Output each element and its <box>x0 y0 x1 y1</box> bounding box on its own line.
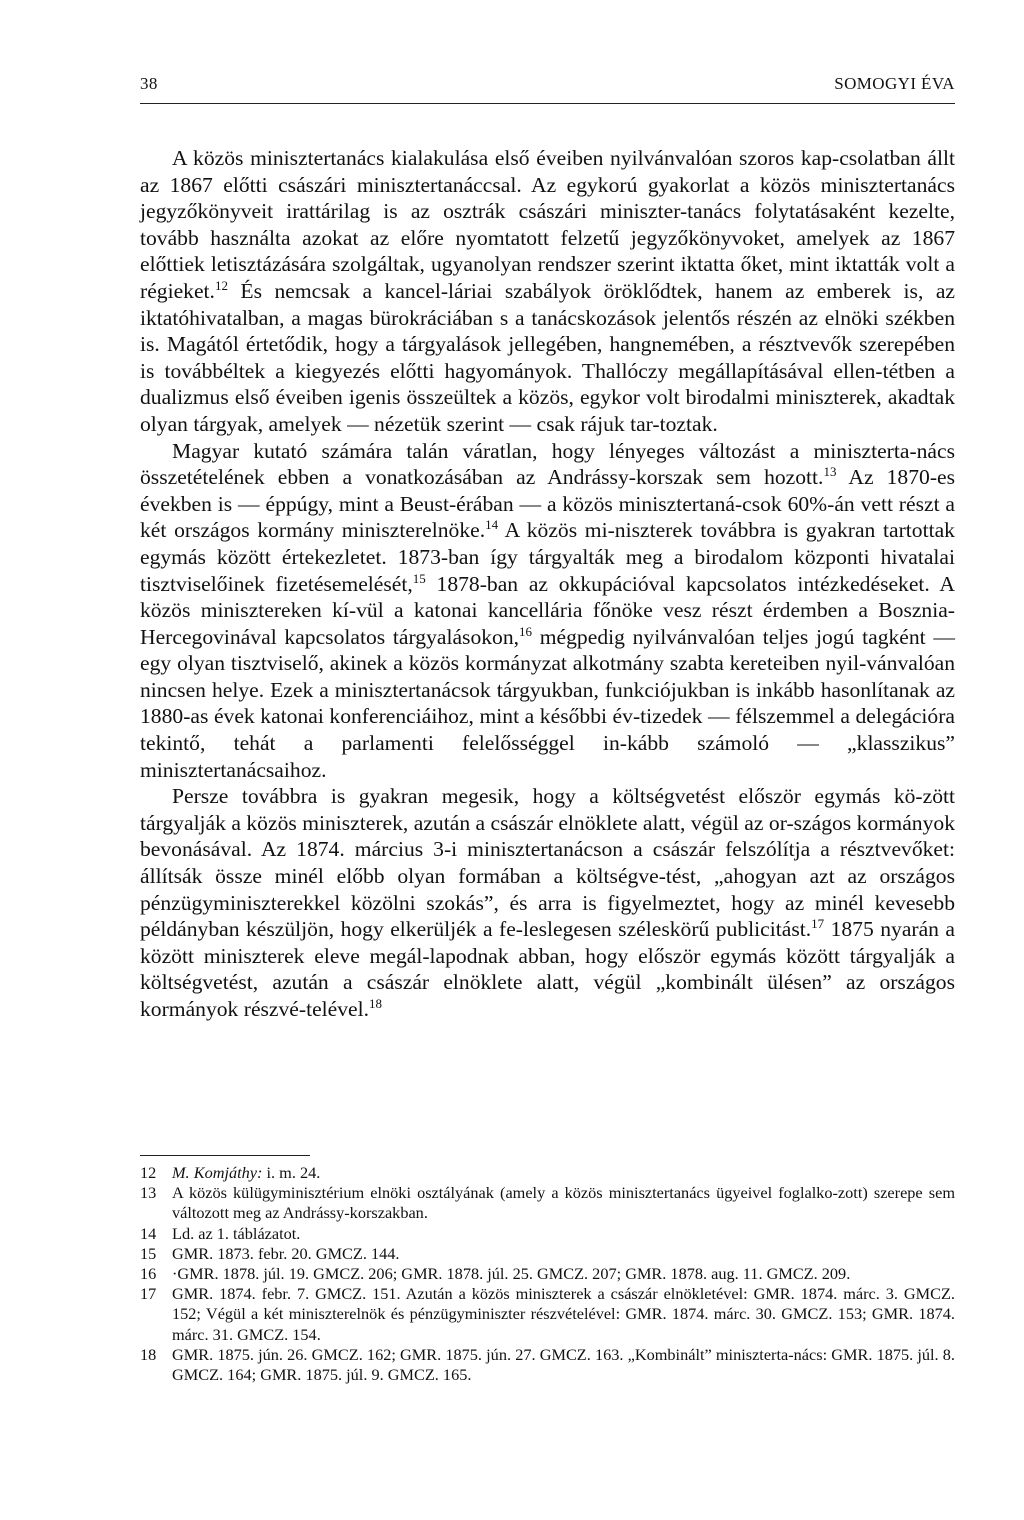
footnote-number: 15 <box>140 1243 157 1263</box>
footnote-14 <box>140 1224 955 1244</box>
footnote-text: ·GMR. 1878. júl. 19. GMCZ. 206; GMR. 1878. júl. 25. GMCZ. 207; GMR. 1878. aug. 11. GMCZ. 209. <box>172 1264 851 1284</box>
text-run: 1875 nyarán a között miniszterek eleve megál-lapodnak abban, hogy először egymás között tárgyalják a költségvetést, azután a császár elnöklete alatt, végül „kombinált ülésen” az országos kormányok részvé-telével. <box>140 917 956 1021</box>
footnote-text: Ld. az 1. táblázatot. <box>172 1223 301 1243</box>
footnote-ref-16: 16 <box>519 623 533 639</box>
footnote-ref-15: 15 <box>412 570 426 586</box>
footnote-16 <box>140 1264 955 1284</box>
paragraph-3 <box>140 783 955 1022</box>
footnote-17 <box>140 1284 955 1345</box>
footnote-ref-12: 12 <box>214 277 228 293</box>
footnote-15 <box>140 1244 955 1264</box>
footnote-number: 14 <box>140 1223 157 1243</box>
footnote-ref-18: 18 <box>369 995 383 1011</box>
footnote-text: GMR. 1874. febr. 7. GMCZ. 151. Azután a közös miniszterek a császár elnökletével: GMR. 1874. márc. 3. GMCZ. 152; Végül a két miniszterelnök és pénzügyminiszter részvételével: GMR. 1874. márc. 30. GMCZ. 153; GMR. 1874. márc. 31. GMCZ. 154. <box>172 1284 955 1344</box>
footnote-ref-17: 17 <box>811 916 825 932</box>
paragraph-2 <box>140 438 955 784</box>
footnote-text: GMR. 1873. febr. 20. GMCZ. 144. <box>172 1243 400 1263</box>
footnote-13 <box>140 1183 955 1223</box>
header-rule <box>140 103 955 104</box>
footnote-text: GMR. 1875. jún. 26. GMCZ. 162; GMR. 1875. jún. 27. GMCZ. 163. „Kombinált” miniszterta-nács: GMR. 1875. júl. 8. GMCZ. 164; GMR. 1875. júl. 9. GMCZ. 165. <box>172 1344 955 1385</box>
footnote-number: 17 <box>140 1284 157 1304</box>
footnote-ref-13: 13 <box>823 463 837 479</box>
text-run: Magyar kutató számára talán váratlan, hogy lényeges változást a miniszterta-nács összetételének ebben a vonatkozásában az Andrássy-korszak sem hozott. <box>140 438 955 490</box>
footnotes <box>140 1163 955 1385</box>
footnote-text: A közös külügyminisztérium elnöki osztályának (amely a közös minisztertanács ügyeivel foglalko-zott) szerepe sem változott meg az Andrássy-korszakban. <box>172 1183 955 1223</box>
footnote-number: 13 <box>140 1183 157 1203</box>
running-header <box>140 74 955 100</box>
footnote-author: M. Komjáthy: <box>172 1163 263 1182</box>
paragraph-1 <box>140 145 955 438</box>
footnote-number: 16 <box>140 1264 157 1284</box>
running-head-author: SOMOGYI ÉVA <box>834 74 955 93</box>
footnote-number: 18 <box>140 1344 157 1364</box>
text-run: mégpedig nyilvánvalóan teljes jogú tagként — egy olyan tisztviselő, akinek a közös kormányzat alkotmány szabta kereteiben nyil-vánvalóan nincsen helye. Ezek a minisztertanácsok tárgyukban, funkciójukban is inkább hasonlítanak az 1880-as évek katonai konferenciáihoz, mint a későbbi év-tizedek — félszemmel a delegációra tekintő, tehát a parlamenti felelősséggel in-kább számoló — „klasszikus” minisztertanácsaihoz. <box>140 624 955 782</box>
page-number: 38 <box>140 74 158 93</box>
footnote-separator <box>140 1155 310 1156</box>
text-run: Persze továbbra is gyakran megesik, hogy a költségvetést először egymás kö-zött tárgyalják a közös miniszterek, azután a császár elnöklete alatt, végül az or-szágos kormányok bevonásával. Az 1874. március 3-i minisztertanácson a császár felszólítja a résztvevőket: állítsák össze minél előbb olyan formában a költségve-tést, „ahogyan azt az országos pénzügyminiszterekkel közölni szokás”, és arra is figyelmeztet, hogy az minél kevesebb példányban készüljön, hogy elkerüljék a fe-leslegesen széleskörű publicitást. <box>140 784 955 942</box>
text-run: És nemcsak a kancel-láriai szabályok öröklődtek, hanem az emberek is, az iktatóhivatalban, a magas bürokráciában s a tanácskozások jelentős részén az elnöki székben is. Magától értetődik, hogy a tárgyalások jellegében, hangnemében, a résztvevők szerepében is továbbéltek a kiegyezés előtti hagyományok. Thallóczy megállapításával ellen-tétben a dualizmus első éveiben igenis összeültek a közös, egykor volt birodalmi miniszterek, akadtak olyan tárgyak, amelyek — nézetük szerint — csak rájuk tar-toztak. <box>140 278 955 436</box>
footnote-12 <box>140 1163 955 1183</box>
main-text <box>140 145 955 1023</box>
footnote-text: i. m. 24. <box>262 1163 321 1182</box>
footnote-18 <box>140 1345 955 1385</box>
text-run: Az 1870-es években is — éppúgy, mint a Beust-érában — a közös minisztertaná-csok 60%-án vett részt a két országos kormány miniszterelnöke. <box>140 465 955 543</box>
text-run: 1878-ban az okkupációval kapcsolatos intézkedéseket. A közös minisztereken kí-vül a katonai kancellária főnöke vesz részt érdemben a Bosznia-Hercegovinával kapcsolatos tárgyalásokon, <box>140 571 955 649</box>
text-run: A közös mi-niszterek továbbra is gyakran tartottak egymás között értekezletet. 1873-ban így tárgyalták meg a birodalom központi hivatalai tisztviselőinek fizetésemelését, <box>140 518 955 596</box>
text-run: A közös minisztertanács kialakulása első éveiben nyilvánvalóan szoros kap-csolatban állt az 1867 előtti császári minisztertanáccsal. Az egykorú gyakorlat a közös minisztertanács jegyzőkönyveit irattárilag is az osztrák császári miniszter-tanács folytatásaként kezelte, tovább használta azokat az előre nyomtatott felzetű jegyzőkönyvoket, amelyek az 1867 előttiek letisztázására szolgáltak, ugyanolyan rendszer szerint iktatta őket, mint iktatták volt a régieket. <box>140 146 955 303</box>
footnote-ref-14: 14 <box>485 517 499 533</box>
footnote-number: 12 <box>140 1163 157 1182</box>
